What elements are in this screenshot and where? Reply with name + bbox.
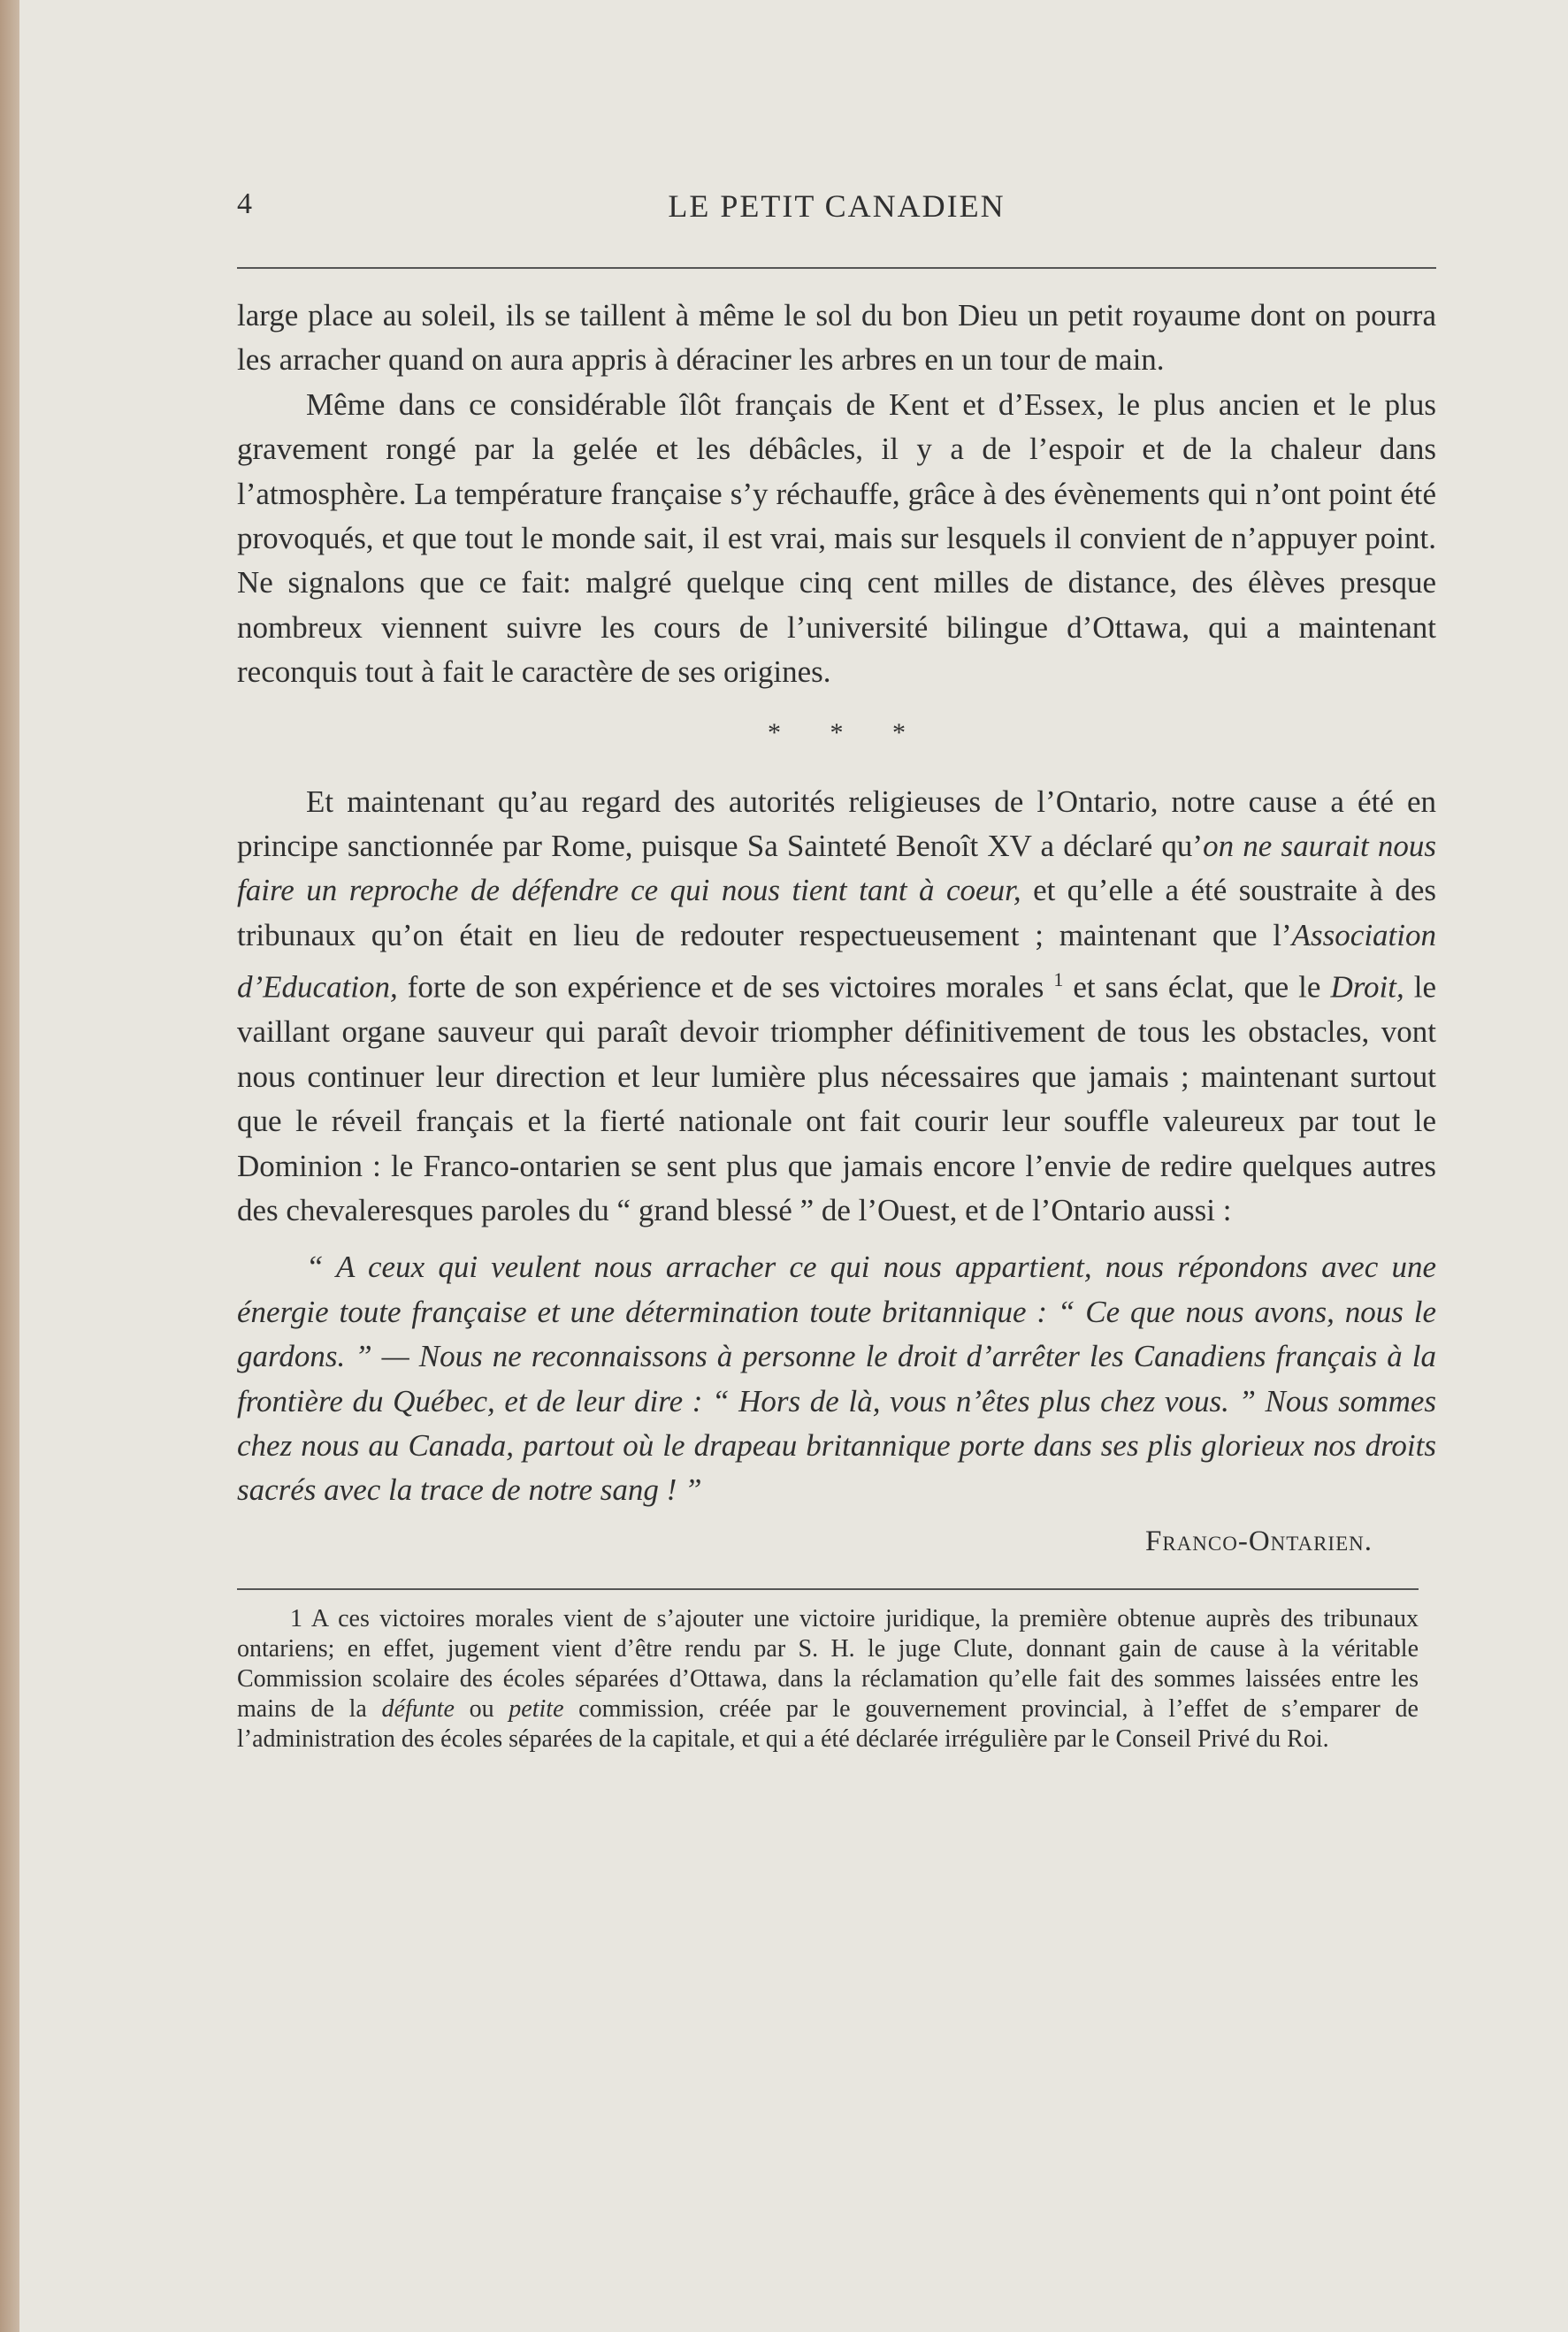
paragraph-3-text: le vaillant organe sauveur qui paraît devoir triompher définitivement de tous les obstacles, vont nous continuer leur direction et leur lumière plus nécessaires que jamais ; maintenant surtout que le réveil français et la fierté nationale ont fait courir leur souffle valeureux par tout le Dominion : le Franco-ontarien se sent plus que jamais encore l’envie de redire quelques autres des chevaleresques paroles du “ grand blessé ” de l’Ouest, et de l’Ontario aussi : [237, 969, 1436, 1227]
signature: Franco-Ontarien. [1144, 1525, 1373, 1557]
header-rule [237, 267, 1436, 269]
section-separator: * * * [768, 717, 927, 747]
footnote-text: commission, créée par le gouvernement provincial, à l’effet de s’emparer de l’administration des écoles séparées de la capitale, et qui a été déclarée irrégulière par le Conseil Privé du Roi. [237, 1694, 1419, 1753]
block-quote: “ A ceux qui veulent nous arracher ce qui nous appartient, nous répondons avec une énergie toute française et une détermination toute britannique : “ Ce que nous avons, nous le gardons. ” — Nous ne reconnaissons à personne le droit d’arrêter les Canadiens français à la frontière du Québec, et de leur dire : “ Hors de là, vous n’êtes plus chez vous. ” Nous sommes chez nous au Canada, partout où le drapeau britannique porte dans ses plis glorieux nos droits sacrés avec la trace de notre sang ! ” [237, 1250, 1436, 1508]
footnote-text: ou [454, 1694, 509, 1723]
footnote-italic: petite [509, 1694, 564, 1723]
paragraph-3-text: et sans éclat, que le [1063, 969, 1331, 1005]
book-page [237, 187, 1436, 1755]
association-name: Association d’Education, [237, 917, 1436, 1005]
paragraph-3-text: et qu’elle a été soustraite à des tribunaux qu’on était en lieu de redouter respectueusement ; maintenant que l’ [237, 873, 1436, 952]
newspaper-name: Droit, [1330, 969, 1404, 1005]
page-number: 4 [237, 187, 252, 220]
paragraph-3-text: forte de son expérience et de ses victoires morales [397, 969, 1044, 1005]
running-title: LE PETIT CANADIEN [668, 188, 1006, 224]
paragraph-1: large place au soleil, ils se taillent à même le sol du bon Dieu un petit royaume dont on pourra les arracher quand on aura appris à déraciner les arbres en un tour de main. [237, 298, 1436, 378]
paragraph-2: Même dans ce considérable îlôt français de Kent et d’Essex, le plus ancien et le plus gravement rongé par la gelée et les débâcles, il y a de l’espoir et de la chaleur dans l’atmosphère. La température française s’y réchauffe, grâce à des évènements qui n’ont point été provoqués, et que tout le monde sait, il est vrai, mais sur lesquels il convient de n’appuyer point. Ne signalons que ce fait: malgré quelque cinq cent milles de distance, des élèves presque nombreux viennent suivre les cours de l’université bilingue d’Ottawa, qui a maintenant reconquis tout à fait le caractère de ses origines. [237, 386, 1436, 690]
footnote-text: A ces victoires morales vient de s’ajouter une victoire juridique, la première obtenue auprès des tribunaux ontariens; en effet, jugement vient d’être rendu par S. H. le juge Clute, donnant gain de cause à la véritable Commission scolaire des écoles séparées d’Ottawa, dans la réclamation qu’elle fait des sommes laissées entre les mains de la [237, 1604, 1419, 1723]
footnote-reference: 1 [1053, 968, 1064, 991]
paragraph-3 [237, 780, 1436, 1234]
page-edge [0, 0, 19, 2332]
footnote [237, 1604, 1419, 1755]
paragraph-3-text: Et maintenant qu’au regard des autorités religieuses de l’Ontario, notre cause a été en principe sanctionnée par Rome, puisque Sa Sainteté Benoît XV a déclaré qu’ [237, 784, 1436, 864]
footnote-italic: défunte [381, 1694, 455, 1723]
paragraph-3-italic-quote: on ne saurait nous faire un reproche de défendre ce qui nous tient tant à coeur, [237, 829, 1436, 908]
footnote-marker: 1 [290, 1604, 302, 1632]
footnote-rule [237, 1588, 1419, 1590]
page-header [237, 187, 1436, 233]
